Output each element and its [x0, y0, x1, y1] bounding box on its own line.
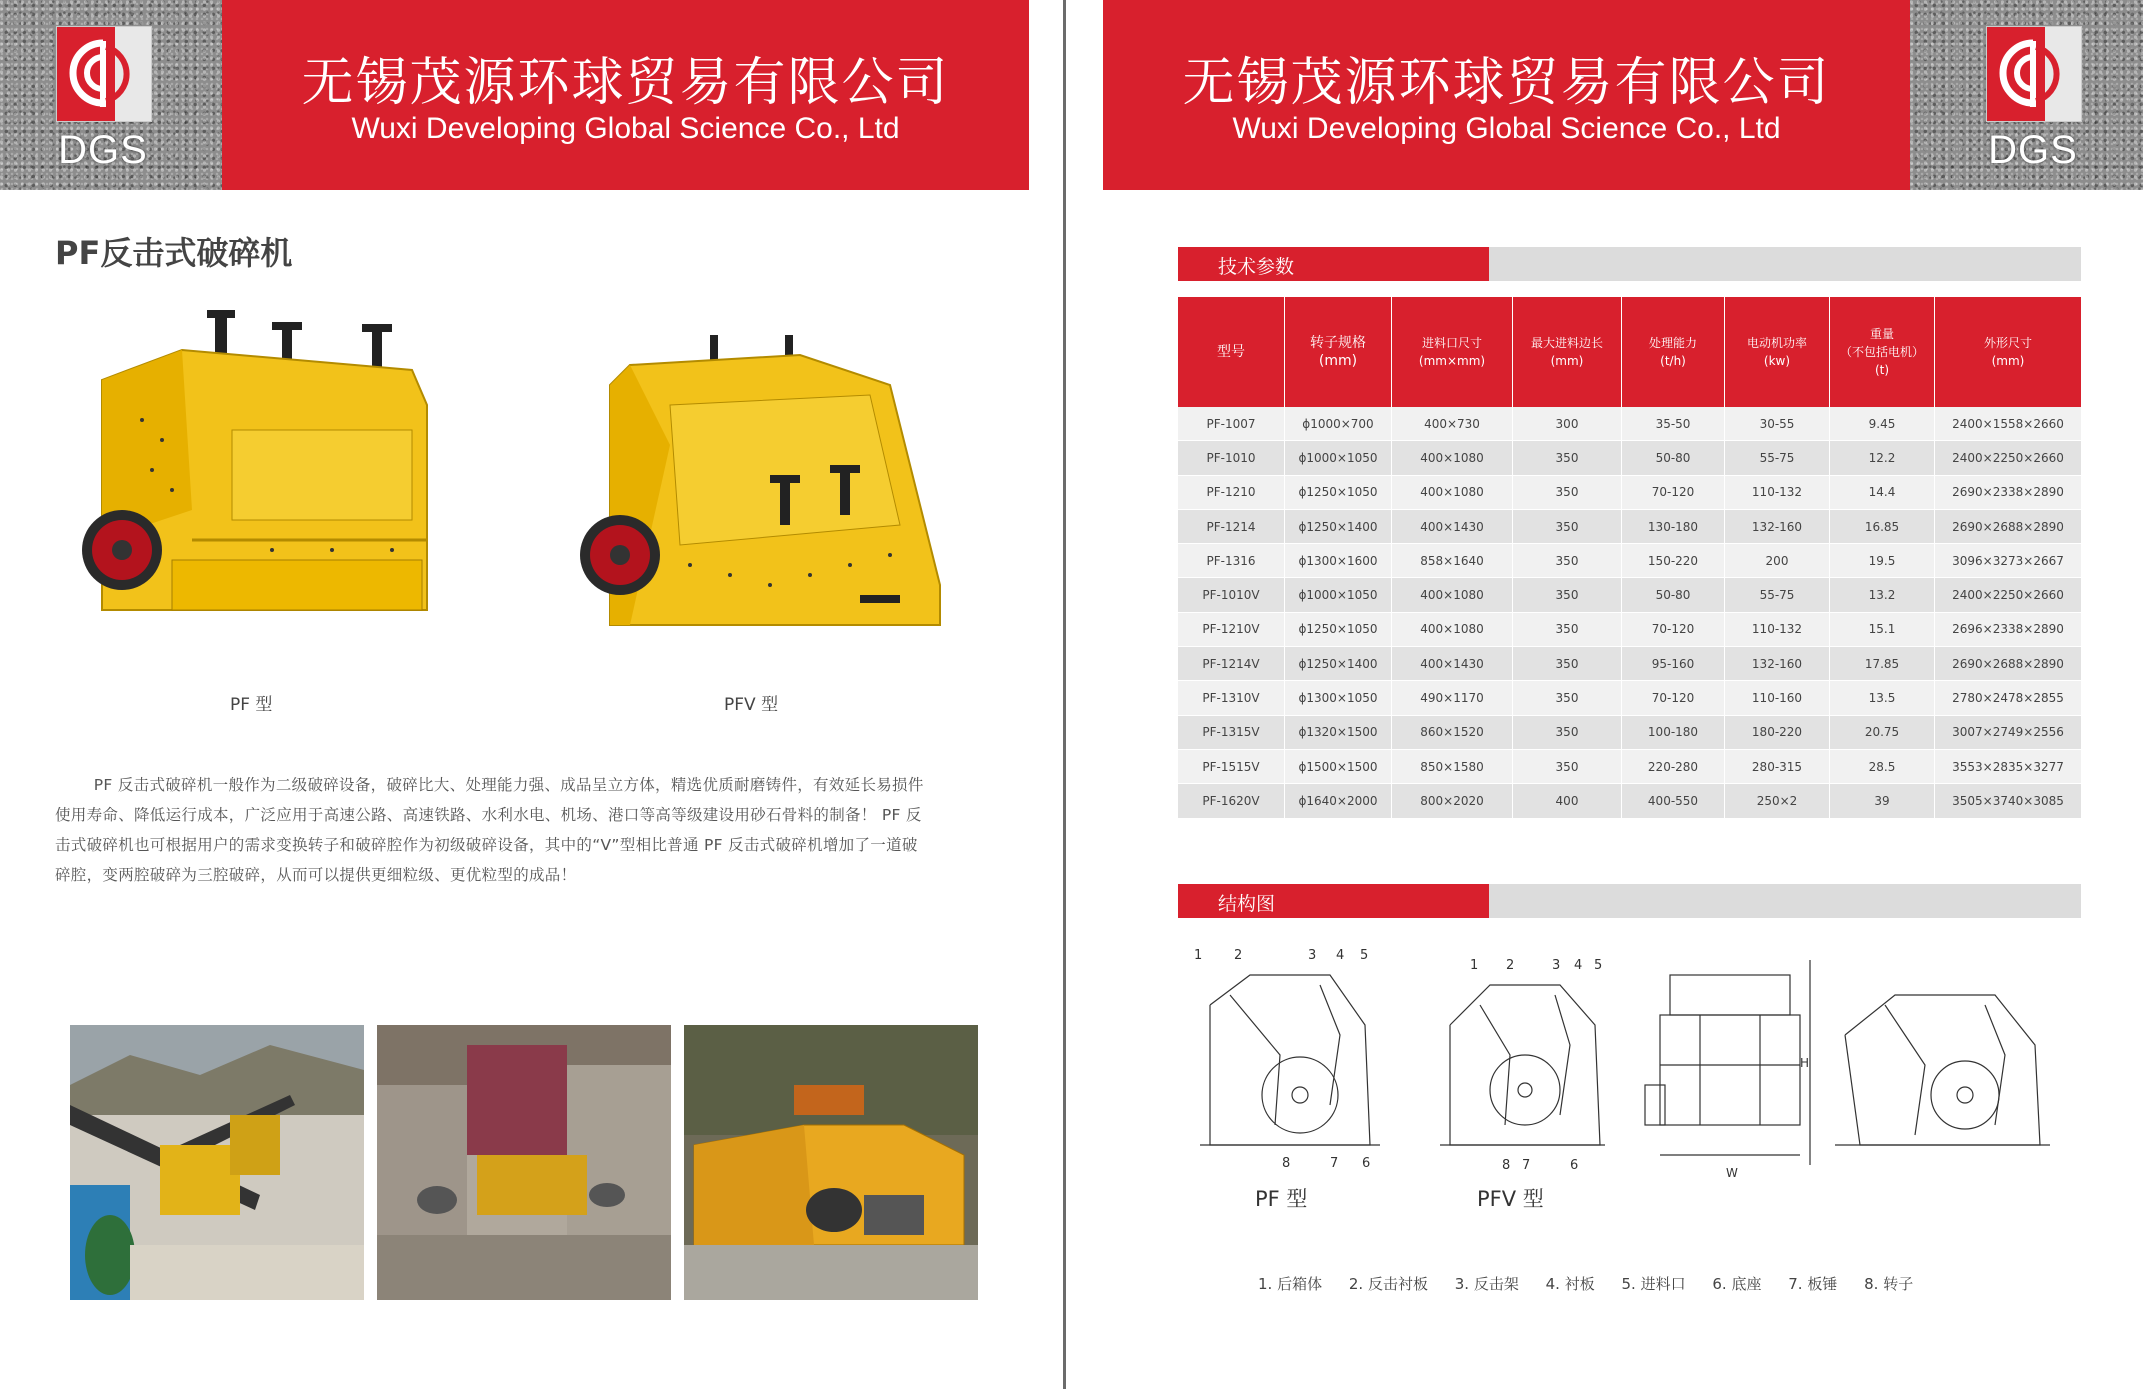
diagram-pfv-num-5: 5: [1594, 958, 1603, 973]
spec-table-cell: PF-1210: [1178, 475, 1285, 509]
spec-table-cell: 2780×2478×2855: [1935, 681, 2082, 715]
diagram-pf-num-5: 5: [1360, 948, 1369, 963]
spec-table-cell: 2690×2688×2890: [1935, 647, 2082, 681]
spec-table-row: [1178, 407, 2081, 441]
diagram-section-label: 结构图: [1218, 893, 1276, 915]
diagram-section-bar: [1178, 884, 2081, 918]
spec-table-cell: 2400×2250×2660: [1935, 441, 2082, 475]
product-title: PF反击式破碎机: [55, 234, 293, 272]
spec-table-row: [1178, 715, 2081, 749]
spec-table-cell: PF-1010: [1178, 441, 1285, 475]
site-photo-crusher: [684, 1025, 978, 1300]
spec-table-cell: 2690×2338×2890: [1935, 475, 2082, 509]
part-6: 6. 底座: [1712, 1275, 1762, 1293]
spec-table-cell: 12.2: [1830, 441, 1935, 475]
site-photo-quarry: [377, 1025, 671, 1300]
spec-table-cell: 350: [1513, 544, 1622, 578]
header-banner-right: [1103, 0, 1910, 190]
spec-table-cell: 55-75: [1725, 441, 1830, 475]
spec-table-cell: 28.5: [1830, 749, 1935, 783]
spec-table-cell: 350: [1513, 749, 1622, 783]
spec-table: [1178, 297, 2081, 819]
spec-table-cell: 490×1170: [1392, 681, 1513, 715]
diagram-pf-num-2: 2: [1234, 948, 1243, 963]
pf-crusher-image: [72, 310, 452, 644]
header-capacity: 处理能力 (t/h): [1622, 297, 1725, 407]
header-max-feed: 最大进料边长 (mm): [1513, 297, 1622, 407]
diagram-front-view: [1640, 955, 1820, 1189]
spec-table-cell: 400×1430: [1392, 647, 1513, 681]
spec-table-cell: 400: [1513, 784, 1622, 818]
spec-table-row: [1178, 578, 2081, 612]
spec-table-cell: 400×1080: [1392, 441, 1513, 475]
spec-table-cell: 16.85: [1830, 509, 1935, 543]
spec-table-cell: 70-120: [1622, 612, 1725, 646]
part-2: 2. 反击衬板: [1348, 1275, 1428, 1293]
diagram-pf-num-7: 7: [1330, 1156, 1339, 1171]
spec-table-cell: 50-80: [1622, 441, 1725, 475]
spec-table-cell: 800×2020: [1392, 784, 1513, 818]
diagram-pfv-num-8: 8: [1502, 1158, 1511, 1173]
diagram-pfv: [1430, 955, 1610, 1179]
spec-table-cell: 35-50: [1622, 407, 1725, 441]
spec-table-cell: 17.85: [1830, 647, 1935, 681]
spec-table-cell: ϕ1640×2000: [1285, 784, 1392, 818]
spec-table-cell: 19.5: [1830, 544, 1935, 578]
spec-table-cell: 280-315: [1725, 749, 1830, 783]
diagram-pfv-num-4: 4: [1574, 958, 1583, 973]
spec-table-cell: 2690×2688×2890: [1935, 509, 2082, 543]
company-name-cn: 无锡茂源环球贸易有限公司: [301, 53, 950, 113]
spec-table-cell: 3505×3740×3085: [1935, 784, 2082, 818]
diagram-pfv-num-1: 1: [1470, 958, 1479, 973]
diagram-pf-num-6: 6: [1362, 1156, 1371, 1171]
spec-table-cell: 250×2: [1725, 784, 1830, 818]
spec-table-cell: ϕ1250×1400: [1285, 647, 1392, 681]
spec-table-cell: 9.45: [1830, 407, 1935, 441]
part-8: 8. 转子: [1864, 1275, 1914, 1293]
spec-table-cell: 300: [1513, 407, 1622, 441]
spec-table-cell: 350: [1513, 578, 1622, 612]
site-photo-conveyor: [70, 1025, 364, 1300]
diagram-pf-num-8: 8: [1282, 1156, 1291, 1171]
diagram-pfv-num-6: 6: [1570, 1158, 1579, 1173]
spec-table-cell: 2400×1558×2660: [1935, 407, 2082, 441]
spec-table-cell: 95-160: [1622, 647, 1725, 681]
spec-table-cell: 3096×3273×2667: [1935, 544, 2082, 578]
part-3: 3. 反击架: [1454, 1275, 1519, 1293]
spec-table-cell: 400×1080: [1392, 612, 1513, 646]
spec-table-cell: 14.4: [1830, 475, 1935, 509]
part-4: 4. 衬板: [1545, 1275, 1595, 1293]
header-feed-opening: 进料口尺寸 (mm×mm): [1392, 297, 1513, 407]
spec-table-cell: PF-1620V: [1178, 784, 1285, 818]
spec-table-cell: PF-1210V: [1178, 612, 1285, 646]
logo-text: DGS: [58, 128, 148, 172]
diagram-pf-num-1: 1: [1194, 948, 1203, 963]
spec-table-cell: 132-160: [1725, 647, 1830, 681]
spec-table-cell: PF-1515V: [1178, 749, 1285, 783]
spec-table-cell: 400-550: [1622, 784, 1725, 818]
spec-table-cell: 110-132: [1725, 612, 1830, 646]
spec-table-cell: 130-180: [1622, 509, 1725, 543]
company-logo-right: [1986, 26, 2082, 122]
spec-table-cell: 100-180: [1622, 715, 1725, 749]
diagram-pf: [1190, 945, 1390, 1179]
spec-table-cell: ϕ1300×1050: [1285, 681, 1392, 715]
header-motor-power: 电动机功率 (kw): [1725, 297, 1830, 407]
spec-table-cell: 20.75: [1830, 715, 1935, 749]
spec-table-cell: 350: [1513, 647, 1622, 681]
spec-section-label: 技术参数: [1218, 256, 1295, 278]
spec-table-row: [1178, 681, 2081, 715]
parts-legend: [1258, 1273, 1935, 1294]
header-dimensions: 外形尺寸 (mm): [1935, 297, 2082, 407]
logo-mark-icon: [1993, 37, 2073, 111]
spec-table-cell: 132-160: [1725, 509, 1830, 543]
diagram-pf-caption: PF 型: [1255, 1187, 1308, 1211]
spec-table-cell: PF-1010V: [1178, 578, 1285, 612]
spec-table-cell: 55-75: [1725, 578, 1830, 612]
spec-table-cell: 110-160: [1725, 681, 1830, 715]
spec-table-row: [1178, 749, 2081, 783]
diagram-pfv-num-3: 3: [1552, 958, 1561, 973]
spec-table-cell: PF-1310V: [1178, 681, 1285, 715]
dimension-h-label: H: [1800, 1056, 1810, 1070]
spec-table-cell: 2400×2250×2660: [1935, 578, 2082, 612]
spec-table-cell: 350: [1513, 475, 1622, 509]
pfv-caption: PFV 型: [724, 695, 779, 715]
spec-table-cell: PF-1214V: [1178, 647, 1285, 681]
spec-table-header: [1178, 297, 2081, 407]
company-logo: [56, 26, 152, 122]
spec-table-cell: 220-280: [1622, 749, 1725, 783]
header-banner: [222, 0, 1029, 190]
company-name-en: Wuxi Developing Global Science Co., Ltd: [351, 112, 900, 145]
spec-table-cell: 860×1520: [1392, 715, 1513, 749]
spec-table-cell: 350: [1513, 681, 1622, 715]
spec-table-cell: 30-55: [1725, 407, 1830, 441]
spec-table-row: [1178, 544, 2081, 578]
spec-table-cell: ϕ1250×1050: [1285, 475, 1392, 509]
spec-table-cell: 400×1430: [1392, 509, 1513, 543]
spec-table-cell: ϕ1000×1050: [1285, 578, 1392, 612]
spec-table-cell: 350: [1513, 441, 1622, 475]
pfv-crusher-image: [570, 325, 950, 649]
product-description: PF 反击式破碎机一般作为二级破碎设备，破碎比大、处理能力强、成品呈立方体，精选优质耐磨铸件，有效延长易损件使用寿命、降低运行成本，广泛应用于高速公路、高速铁路、水利水电、机场、港口等高等级建设用砂石骨料的制备！ PF 反击式破碎机也可根据用户的需求变换转子和破碎腔作为初级破碎设备，其中的“V”型相比普通 PF 反击式破碎机增加了一道破碎腔，变两腔破碎为三腔破碎，从而可以提供更细粒级、更优粒型的成品！: [55, 776, 924, 884]
pf-caption: PF 型: [230, 695, 273, 715]
spec-table-cell: 70-120: [1622, 475, 1725, 509]
header-weight: 重量 （不包括电机） (t): [1830, 297, 1935, 407]
spec-table-cell: ϕ1000×700: [1285, 407, 1392, 441]
logo-mark-icon: [63, 37, 143, 111]
spec-table-cell: 13.5: [1830, 681, 1935, 715]
spec-table-cell: 180-220: [1725, 715, 1830, 749]
spec-table-row: [1178, 784, 2081, 818]
spec-table-cell: 3553×2835×3277: [1935, 749, 2082, 783]
spec-table-cell: ϕ1000×1050: [1285, 441, 1392, 475]
spec-table-cell: 350: [1513, 509, 1622, 543]
diagram-pfv-num-7: 7: [1522, 1158, 1531, 1173]
diagram-pfv-caption: PFV 型: [1477, 1187, 1544, 1211]
logo-text-right: DGS: [1988, 128, 2078, 172]
part-5: 5. 进料口: [1621, 1275, 1686, 1293]
spec-table-cell: PF-1007: [1178, 407, 1285, 441]
spec-table-cell: 850×1580: [1392, 749, 1513, 783]
diagram-pf-num-4: 4: [1336, 948, 1345, 963]
company-name-cn-right: 无锡茂源环球贸易有限公司: [1182, 53, 1831, 113]
spec-table-cell: 400×1080: [1392, 578, 1513, 612]
spec-table-cell: ϕ1250×1400: [1285, 509, 1392, 543]
spec-table-cell: 110-132: [1725, 475, 1830, 509]
spec-table-cell: 350: [1513, 612, 1622, 646]
spec-table-cell: PF-1214: [1178, 509, 1285, 543]
spec-table-cell: ϕ1500×1500: [1285, 749, 1392, 783]
spec-table-row: [1178, 441, 2081, 475]
spec-table-cell: 400×730: [1392, 407, 1513, 441]
spec-table-cell: 3007×2749×2556: [1935, 715, 2082, 749]
header-rotor: 转子规格 (mm): [1285, 297, 1392, 407]
diagram-pfv-num-2: 2: [1506, 958, 1515, 973]
spec-table-cell: ϕ1250×1050: [1285, 612, 1392, 646]
dimension-w-label: W: [1726, 1166, 1738, 1180]
spec-table-cell: 2696×2338×2890: [1935, 612, 2082, 646]
spec-table-row: [1178, 509, 2081, 543]
spec-table-cell: 13.2: [1830, 578, 1935, 612]
diagram-pf-num-3: 3: [1308, 948, 1317, 963]
spec-section-bar: [1178, 247, 2081, 281]
spec-table-row: [1178, 475, 2081, 509]
spec-table-cell: 15.1: [1830, 612, 1935, 646]
spec-table-cell: 350: [1513, 715, 1622, 749]
spec-table-cell: 39: [1830, 784, 1935, 818]
spec-table-row: [1178, 647, 2081, 681]
part-7: 7. 板锤: [1788, 1275, 1838, 1293]
spec-table-cell: PF-1316: [1178, 544, 1285, 578]
spec-table-cell: PF-1315V: [1178, 715, 1285, 749]
spec-table-cell: 200: [1725, 544, 1830, 578]
diagram-side-view: [1835, 975, 2055, 1169]
company-name-en-right: Wuxi Developing Global Science Co., Ltd: [1232, 112, 1781, 145]
spec-table-cell: 70-120: [1622, 681, 1725, 715]
spec-table-cell: ϕ1300×1600: [1285, 544, 1392, 578]
spec-table-cell: 150-220: [1622, 544, 1725, 578]
spec-table-cell: 858×1640: [1392, 544, 1513, 578]
header-model: 型号: [1178, 297, 1285, 407]
spec-table-cell: ϕ1320×1500: [1285, 715, 1392, 749]
left-page: [0, 0, 1063, 1389]
spec-table-cell: 400×1080: [1392, 475, 1513, 509]
spec-table-cell: 50-80: [1622, 578, 1725, 612]
part-1: 1. 后箱体: [1258, 1275, 1323, 1293]
spec-table-row: [1178, 612, 2081, 646]
